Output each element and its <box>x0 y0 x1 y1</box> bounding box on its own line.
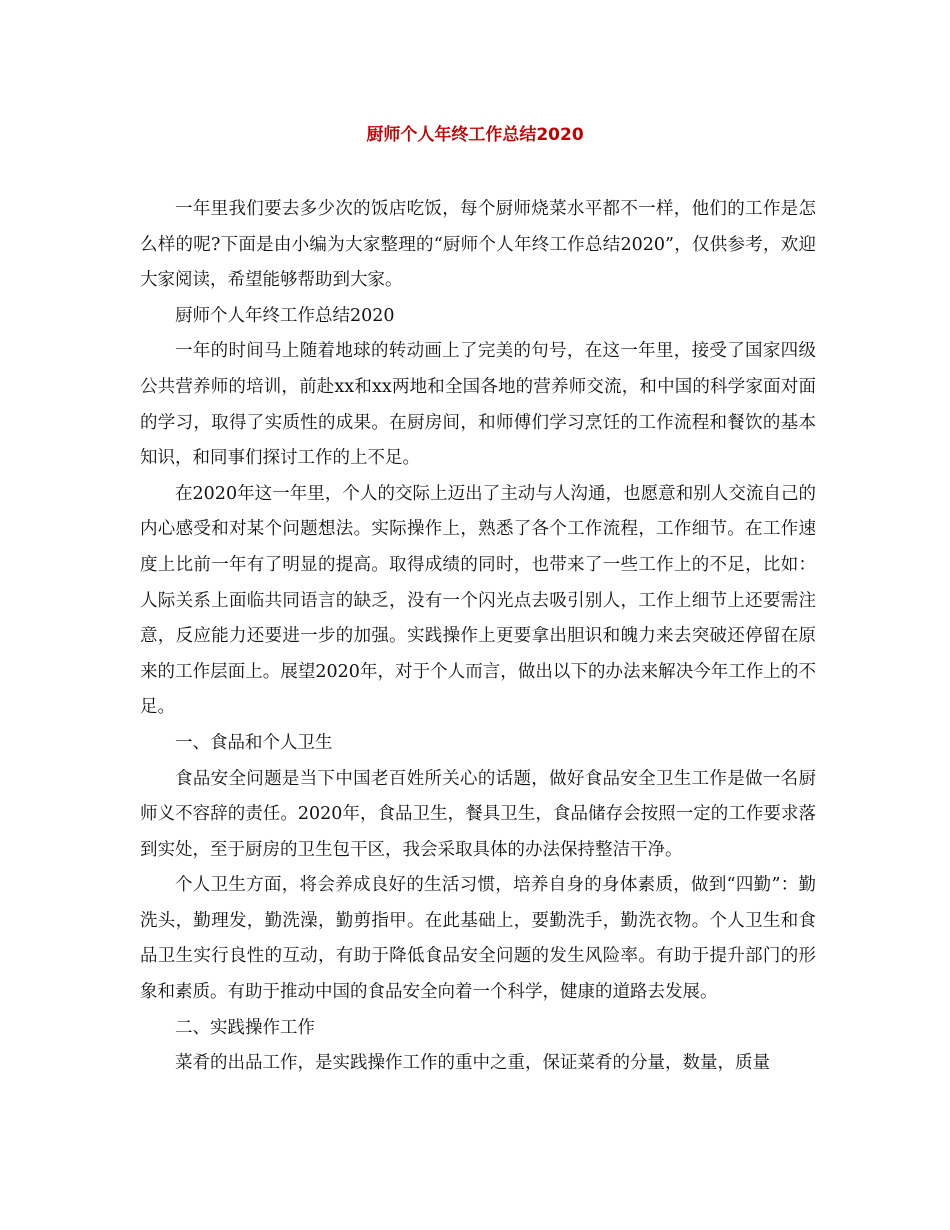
section-heading-food-hygiene: 一、食品和个人卫生 <box>175 732 333 753</box>
body-paragraph: 一年的时间马上随着地球的转动画上了完美的句号，在这一年里，接受了国家四级公共营养师的培训，前赴xx和xx两地和全国各地的营养师交流，和中国的科学家面对面的学习，取得了实质性的成果。在厨房间，和师傅们学习烹饪的工作流程和餐饮的基本知识，和同事们探讨工作的上不足。 <box>140 341 816 469</box>
document-body <box>140 192 816 1082</box>
body-paragraph: 食品安全问题是当下中国老百姓所关心的话题，做好食品安全卫生工作是做一名厨师义不容辞的责任。2020年，食品卫生，餐具卫生，食品储存会按照一定的工作要求落到实处，至于厨房的卫生包干区，我会采取具体的办法保持整洁干净。 <box>140 768 816 860</box>
body-paragraph: 在2020年这一年里，个人的交际上迈出了主动与人沟通，也愿意和别人交流自己的内心感受和对某个问题想法。实际操作上，熟悉了各个工作流程，工作细节。在工作速度上比前一年有了明显的提高。取得成绩的同时，也带来了一些工作上的不足，比如：人际关系上面临共同语言的缺乏，没有一个闪光点去吸引别人，工作上细节上还要需注意，反应能力还要进一步的加强。实践操作上更要拿出胆识和魄力来去突破还停留在原来的工作层面上。展望2020年，对于个人而言，做出以下的办法来解决今年工作上的不足。 <box>140 483 816 718</box>
document-title: 厨师个人年终工作总结2020 <box>366 125 584 145</box>
body-paragraph: 个人卫生方面，将会养成良好的生活习惯，培养自身的身体素质，做到“四勤”：勤洗头，勤理发，勤洗澡，勤剪指甲。在此基础上，要勤洗手，勤洗衣物。个人卫生和食品卫生实行良性的互动，有助于降低食品安全问题的发生风险率。有助于提升部门的形象和素质。有助于推动中国的食品安全向着一个科学，健康的道路去发展。 <box>140 875 816 1003</box>
section-heading-practice: 二、实践操作工作 <box>175 1017 315 1038</box>
section-title: 厨师个人年终工作总结2020 <box>175 305 395 326</box>
intro-paragraph: 一年里我们要去多少次的饭店吃饭，每个厨师烧菜水平都不一样，他们的工作是怎么样的呢?下面是由小编为大家整理的“厨师个人年终工作总结2020”，仅供参考，欢迎大家阅读，希望能够帮助到大家。 <box>140 199 816 291</box>
body-paragraph: 菜肴的出品工作，是实践操作工作的重中之重，保证菜肴的分量，数量，质量 <box>175 1053 770 1074</box>
